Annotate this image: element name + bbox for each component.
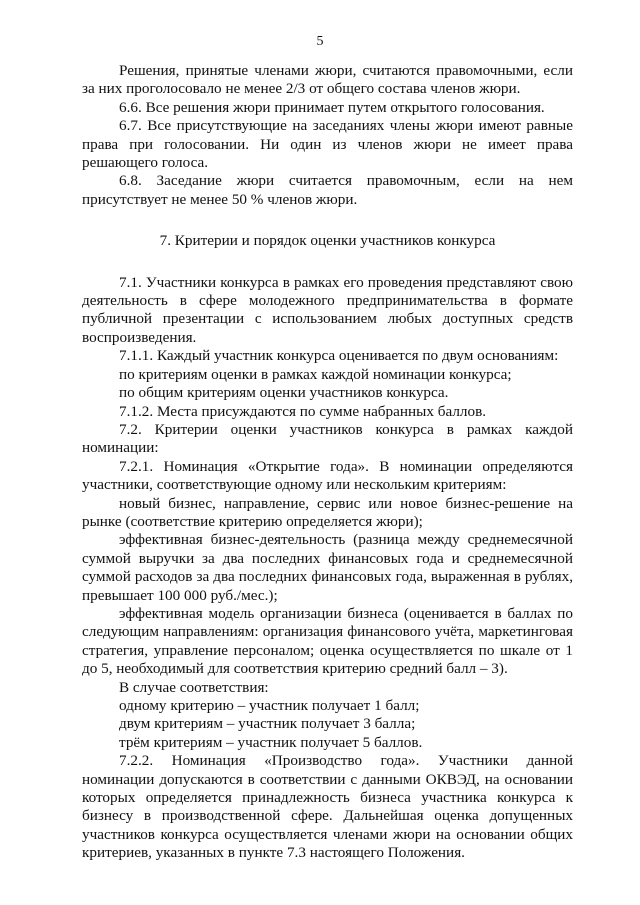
criterion-item: новый бизнес, направление, сервис или новое бизнес-решение на рынке (соответствие критерию определяется жюри); [82, 494, 573, 530]
scoring-item: трём критериям – участник получает 5 баллов. [119, 733, 423, 751]
paragraph-6-8: 6.8. Заседание жюри считается правомочным, если на нем присутствует не менее 50 % членов жюри. [82, 172, 573, 208]
spacer [82, 209, 573, 232]
paragraph-7-2-2: 7.2.2. Номинация «Производство года». Участники данной номинации допускаются в соответствии с данными ОКВЭД, на основании которых определяется принадлежность бизнеса участника конкурса к бизнесу в производственной сфере. Дальнейшая оценка допущенных участников конкурса осуществляется членами жюри на основании общих критериев, указанных в пункте 7.3 настоящего Положения. [82, 752, 573, 862]
paragraph-7-1-1: 7.1.1. Каждый участник конкурса оценивается по двум основаниям: [119, 347, 559, 365]
scoring-intro: В случае соответствия: [119, 678, 269, 696]
scoring-item: двум критериям – участник получает 3 балла; [119, 715, 416, 733]
criterion-item: эффективная модель организации бизнеса (оценивается в баллах по следующим направлениям: организация финансового учёта, маркетинговая стратегия, управление персоналом; оценка осуществляется по шкале от 1 до 5, необходимый для соответствия критерию средний балл – 3). [82, 604, 573, 678]
paragraph-7-2-1: 7.2.1. Номинация «Открытие года». В номинации определяются участники, соответствующие одному или нескольким критериям: [82, 457, 573, 494]
page-number: 5 [316, 34, 324, 49]
paragraph-7-1: 7.1. Участники конкурса в рамках его проведения представляют свою деятельность в сфере молодежного предпринимательства в формате публичной презентации с использованием любых доступных средств воспроизведения. [82, 273, 573, 346]
paragraph-6-7: 6.7. Все присутствующие на заседаниях члены жюри имеют равные права при голосовании. Ни один из членов жюри не имеет права решающего голоса. [82, 117, 573, 172]
paragraph-7-2: 7.2. Критерии оценки участников конкурса в рамках каждой номинации: [82, 420, 573, 457]
paragraph-6-6: 6.6. Все решения жюри принимает путем открытого голосования. [119, 98, 545, 116]
scoring-item: одному критерию – участник получает 1 балл; [119, 697, 420, 714]
criterion-item: эффективная бизнес-деятельность (разница между среднемесячной суммой выручки за два последних финансовых года и среднемесячной суммой расходов за два последних финансовых года, выраженная в рублях, превышает 100 000 руб./мес.); [82, 531, 573, 604]
document-body [82, 62, 573, 863]
list-item: по критериям оценки в рамках каждой номинации конкурса; [119, 365, 512, 383]
paragraph: Решения, принятые членами жюри, считаются правомочными, если за них проголосовало не менее 2/3 от общего состава членов жюри. [82, 62, 573, 98]
list-item: по общим критериям оценки участников конкурса. [119, 384, 449, 402]
section-heading: 7. Критерии и порядок оценки участников конкурса [159, 232, 496, 250]
paragraph-7-1-2: 7.1.2. Места присуждаются по сумме набранных баллов. [119, 402, 487, 420]
spacer [82, 251, 573, 274]
